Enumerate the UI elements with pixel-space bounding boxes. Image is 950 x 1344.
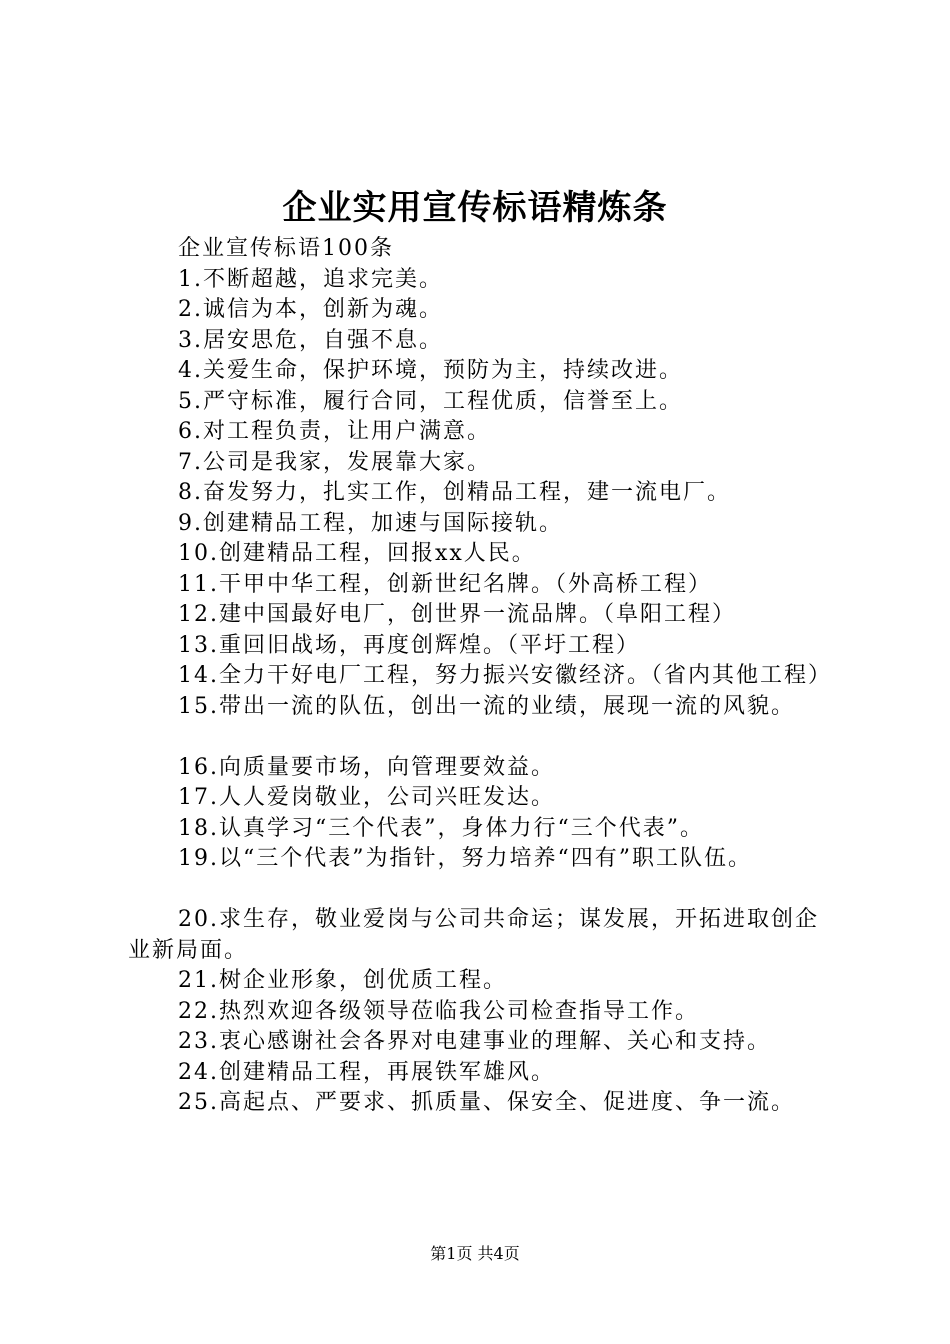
slogan-item: 16.向质量要市场，向管理要效益。 [178,754,555,780]
document-body [128,234,836,1119]
page-number: 第1页 共4页 [430,1244,520,1263]
slogan-item: 21.树企业形象，创优质工程。 [178,968,507,993]
slogan-item: 11.干甲中华工程，创新世纪名牌。（外高桥工程） [178,571,712,597]
slogan-item: 5.严守标准，履行合同，工程优质，信誉至上。 [178,388,683,414]
slogan-item: 24.创建精品工程，再展铁军雄风。 [178,1059,555,1085]
slogan-item: 13.重回旧战场，再度创辉煌。（平圩工程） [178,632,640,658]
slogan-item: 6.对工程负责，让用户满意。 [178,419,491,444]
slogan-item: 25.高起点、严要求、抓质量、保安全、促进度、争一流。 [178,1090,795,1115]
slogan-item: 1.不断超越，追求完美。 [178,266,443,292]
slogan-item: 20.求生存，敬业爱岗与公司共命运；谋发展，开拓进取创企业新局面。 [128,907,819,963]
slogan-item: 4.关爱生命，保护环境，预防为主，持续改进。 [178,358,683,383]
slogan-item: 10.创建精品工程，回报xx人民。 [178,541,536,566]
document-subtitle: 企业宣传标语100条 [178,236,394,261]
slogan-item: 17.人人爱岗敬业，公司兴旺发达。 [178,785,555,810]
slogan-item: 22.热烈欢迎各级领导莅临我公司检查指导工作。 [178,998,699,1024]
slogan-item: 7.公司是我家，发展靠大家。 [178,449,491,475]
slogan-item: 18.认真学习“三个代表”，身体力行“三个代表”。 [178,815,704,841]
slogan-item: 15.带出一流的队伍，创出一流的业绩，展现一流的风貌。 [178,693,795,719]
slogan-item: 19.以“三个代表”为指针，努力培养“四有”职工队伍。 [178,846,752,871]
slogan-item: 12.建中国最好电厂，创世界一流品牌。（阜阳工程） [178,602,736,627]
slogan-item: 8.奋发努力，扎实工作，创精品工程，建一流电厂。 [178,480,731,505]
slogan-item: 9.创建精品工程，加速与国际接轨。 [178,510,563,536]
slogan-item: 3.居安思危，自强不息。 [178,327,443,353]
slogan-item: 2.诚信为本，创新为魂。 [178,297,443,322]
document-title: 企业实用宣传标语精炼条 [282,188,668,228]
slogan-item: 14.全力干好电厂工程，努力振兴安徽经济。（省内其他工程） [178,663,832,688]
slogan-item: 23.衷心感谢社会各界对电建事业的理解、关心和支持。 [178,1029,771,1054]
